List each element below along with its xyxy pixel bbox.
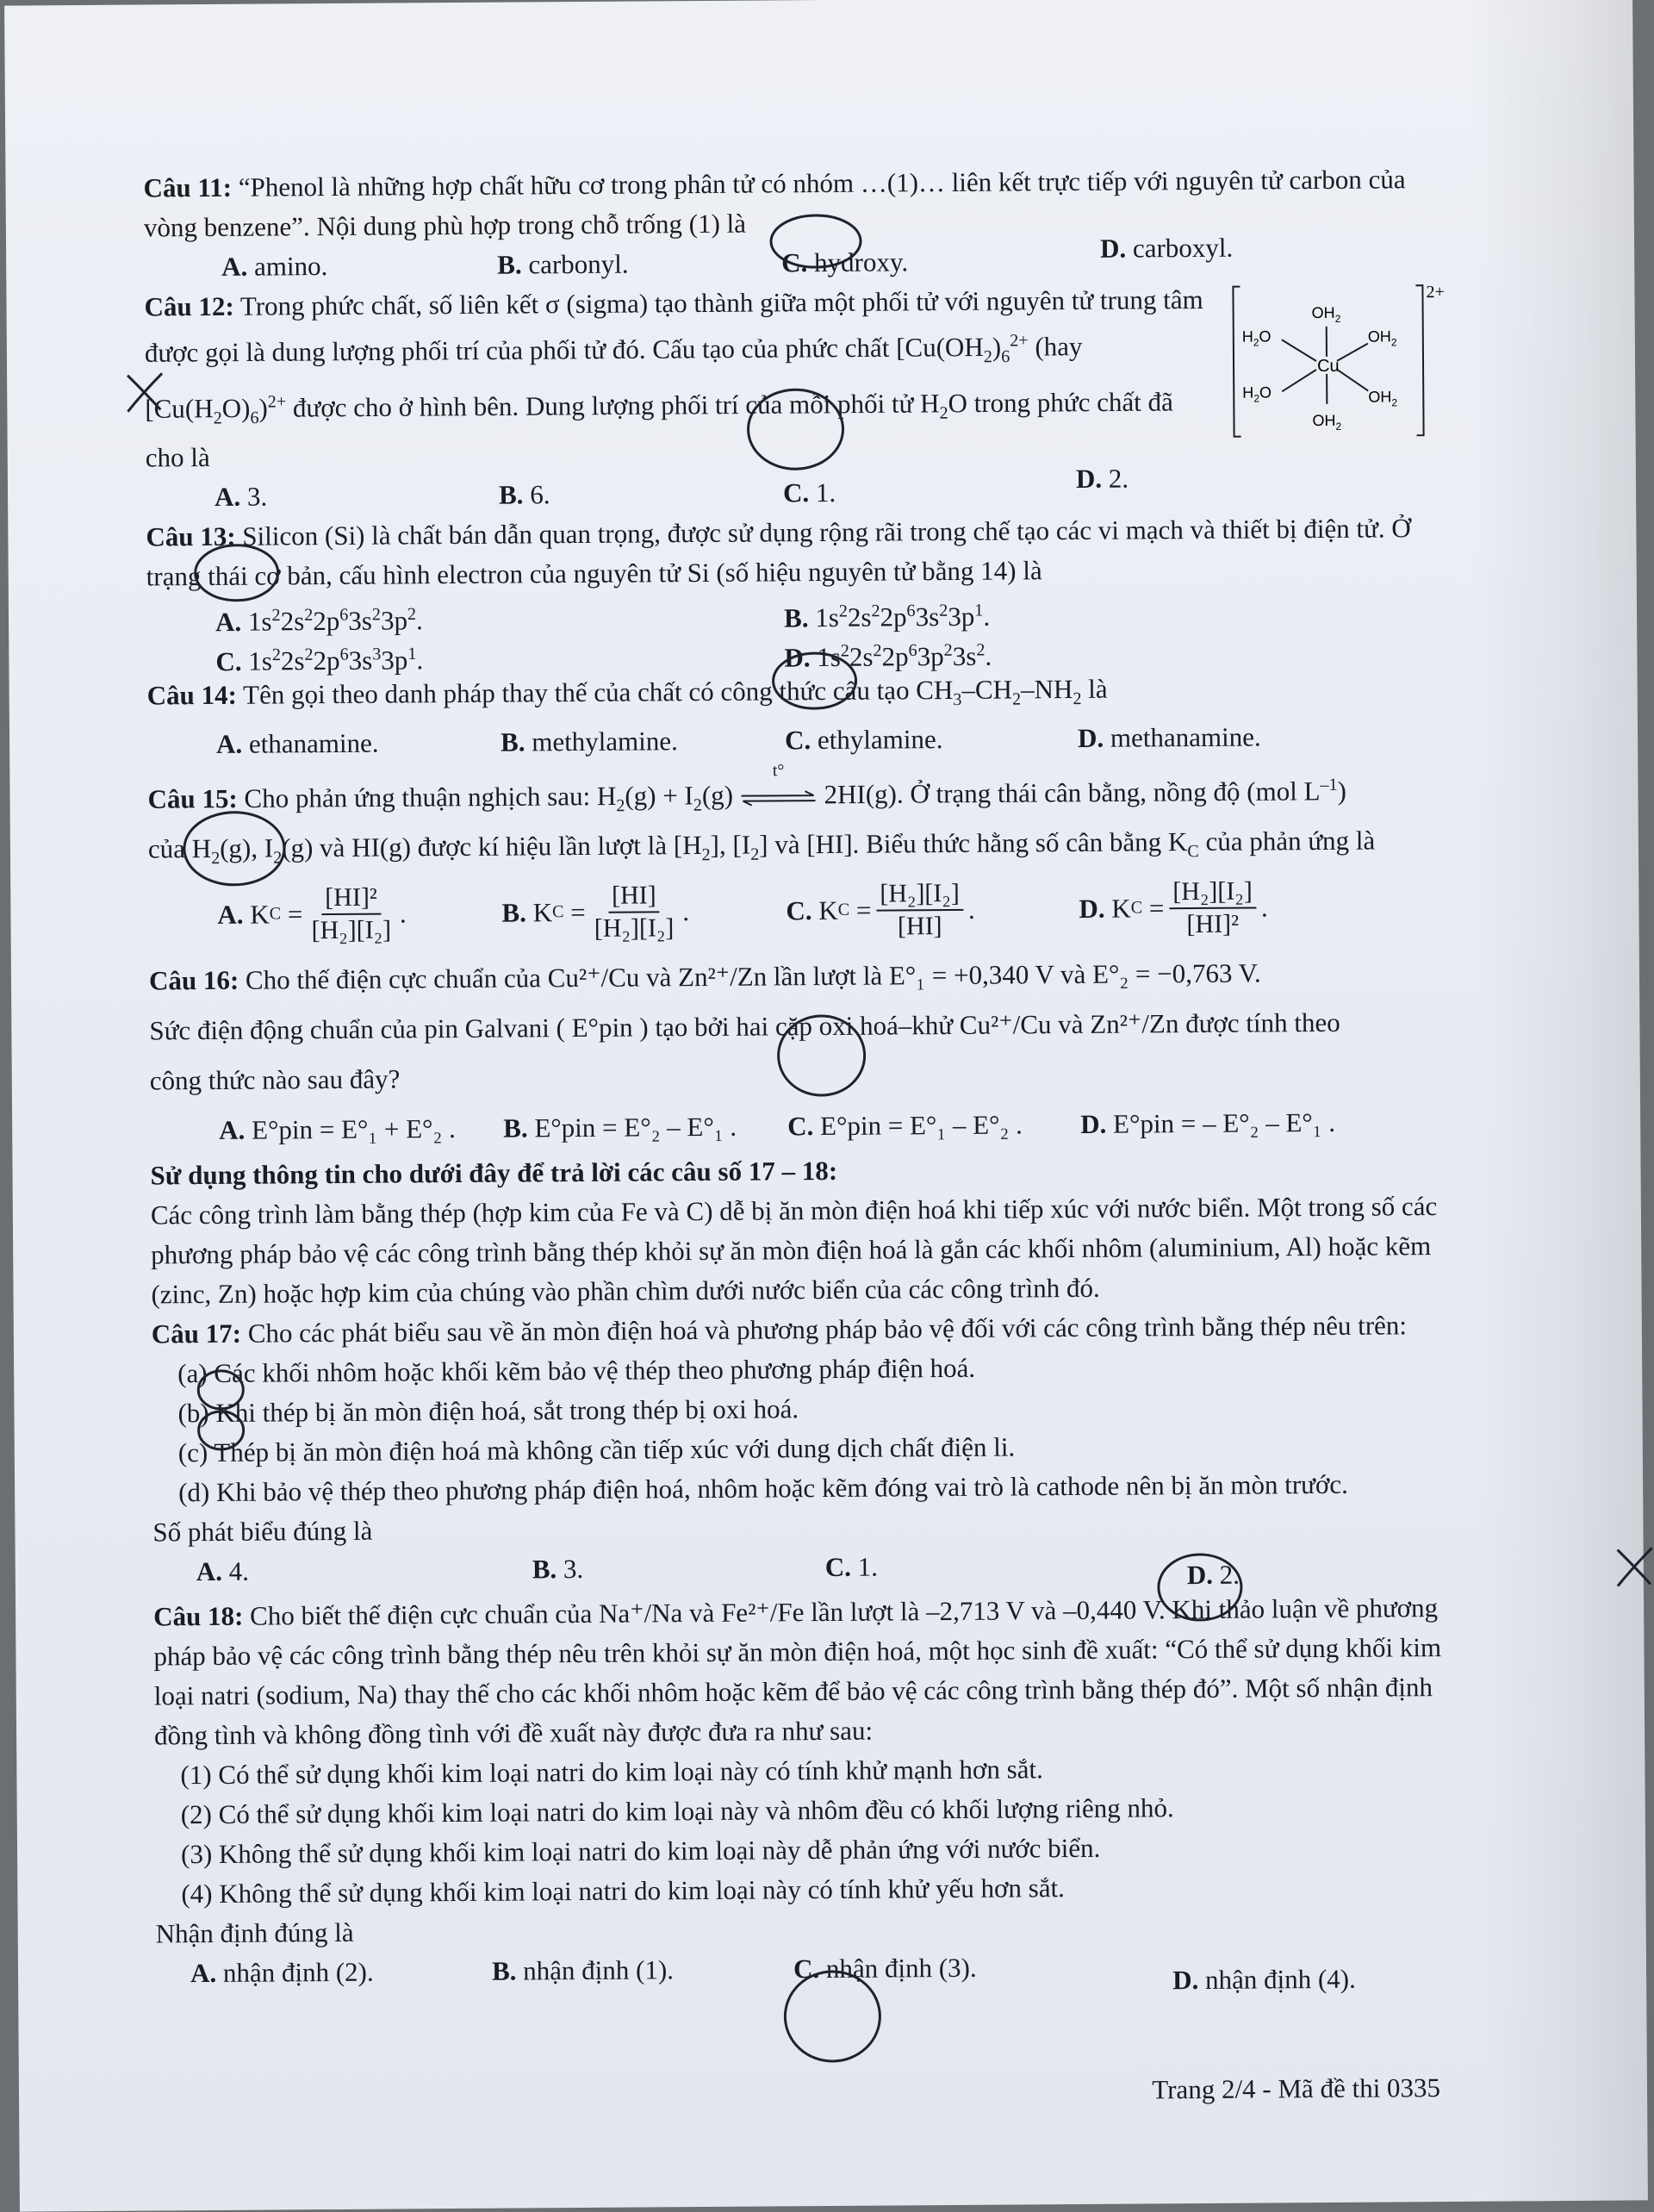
orbital-label: 2s bbox=[281, 646, 305, 676]
arrow-label: t° bbox=[740, 763, 818, 781]
q15-sub: 2 bbox=[211, 849, 220, 868]
option-c: C. 1. bbox=[783, 473, 836, 513]
statement-d: (d) Khi bảo vệ thép theo phương pháp điện hoá, nhôm hoặc kẽm đóng vai trò là cathode nên bị ăn mòn trước. bbox=[152, 1464, 1462, 1513]
q12-sup: 2+ bbox=[1010, 331, 1029, 350]
option-c: C. ethylamine. bbox=[785, 720, 943, 760]
fraction: $\frac{\text{[H₂][I₂]}}{[HI]}$ bbox=[876, 878, 963, 943]
equilibrium-arrow bbox=[740, 778, 818, 819]
ligand-bottom: $OH_2$ bbox=[1312, 412, 1341, 433]
q15-sub: 2 bbox=[693, 796, 702, 815]
orbital-label: 3s bbox=[349, 645, 373, 676]
q15-text: Cho phản ứng thuận nghịch sau: H bbox=[244, 781, 616, 813]
orbital-electron-count: 2 bbox=[873, 642, 881, 661]
option-d: D. methanamine. bbox=[1078, 718, 1261, 758]
option-c: C. K C = $\frac{\text{[H₂][I₂]}}{[HI]}$ . bbox=[786, 878, 975, 944]
question-18-label: Câu 18: bbox=[153, 1601, 243, 1632]
q12-formula-2-tail: ) bbox=[258, 392, 268, 422]
orbital-label: 3s bbox=[348, 606, 372, 636]
question-18-ask: Nhận định đúng là bbox=[156, 1905, 1465, 1954]
question-12-text bbox=[144, 280, 1205, 478]
shared-info bbox=[150, 1147, 1460, 1315]
question-17-ask: Số phát biểu đúng là bbox=[152, 1504, 1462, 1553]
right-bracket bbox=[1415, 285, 1423, 435]
q15-sub: C bbox=[1187, 842, 1199, 861]
page-fold-shadow bbox=[1469, 0, 1648, 2202]
orbital-label: 1s bbox=[248, 646, 272, 676]
orbital-label: . bbox=[985, 641, 992, 671]
q12-text-a: Trong phức chất, số liên kết σ (sigma) tạo thành giữa một phối tử với nguyên tử trung tâm được gọi là dung lượng phối trí của phối tử đó. Cấu tạo của phức chất bbox=[145, 284, 1203, 368]
option-c: C. hydroxy. bbox=[781, 242, 908, 283]
exam-page bbox=[4, 0, 1648, 2212]
orbital-electron-count: 6 bbox=[339, 645, 348, 664]
option-a: A. nhận định (2). bbox=[190, 1953, 374, 1993]
orbital-label: 2s bbox=[849, 642, 874, 672]
q14-f3: –NH bbox=[1021, 674, 1073, 704]
orbital-electron-count: 2 bbox=[871, 602, 880, 621]
question-11 bbox=[143, 159, 1453, 248]
option-d: D. K C = $\frac{\text{[H₂][I₂]}}{\text{[HI]²}}$ . bbox=[1079, 875, 1268, 941]
q15-text: ] và [HI]. Biểu thức hằng số cân bằng K bbox=[759, 826, 1187, 859]
orbital-label: 1s bbox=[815, 602, 839, 632]
question-17-label: Câu 17: bbox=[152, 1318, 241, 1349]
question-16-options bbox=[150, 1097, 1459, 1156]
ligand-right-bottom: $OH_2$ bbox=[1368, 388, 1397, 408]
question-13-text: Silicon (Si) là chất bán dẫn quan trọng, được sử dụng rộng rãi trong chế tạo các vi mạch và thiết bị điện tử. Ở trạng thái cơ bản, cấu hình electron của nguyên tử Si (số hiệu nguyên tử bằng 14) là bbox=[146, 513, 1411, 591]
q12-text-b: được cho ở hình bên. Dung lượng phối trí của mỗi phối tử H bbox=[286, 388, 939, 422]
q12-text-c: O trong phức chất đã cho là bbox=[146, 386, 1173, 473]
claim-3: (3) Không thể sử dụng khối kim loại natri do kim loại này dễ phản ứng với nước biển. bbox=[155, 1826, 1464, 1875]
q12-sub: 6 bbox=[250, 408, 258, 427]
option-d: D. $1s^22s^22p^63p^23s^2$. bbox=[784, 631, 992, 678]
q15-text: ) bbox=[1337, 776, 1346, 806]
orbital-label: 2s bbox=[848, 602, 872, 632]
left-bracket bbox=[1233, 287, 1240, 437]
fraction: $\frac{\text{[HI]²}}{\text{[H₂][I₂]}}$ bbox=[308, 882, 395, 946]
option-a: A. amino. bbox=[221, 246, 327, 287]
q12-sub: 2 bbox=[214, 408, 222, 427]
reversible-arrow-icon bbox=[740, 791, 818, 807]
question-18-text: Cho biết thế điện cực chuẩn của Na⁺/Na và Fe²⁺/Fe lần lượt là –2,713 V và –0,440 V. Khi thảo luận về phương pháp bảo vệ các công trình bằng thép nêu trên khỏi sự ăn mòn điện hoá, một học sinh đề xuất: “Có thể sử dụng khối kim loại natri (sodium, Na) thay thế cho các khối nhôm hoặc kẽm để bảo vệ các công trình bằng thép đó”. Một số nhận định đồng tình và không đồng tình với đề xuất này được đưa ra như sau: bbox=[153, 1592, 1441, 1750]
q14-text: Tên gọi theo danh pháp thay thế của chất có công thức cấu tạo CH bbox=[243, 675, 953, 710]
claim-1: (1) Có thể sử dụng khối kim loại natri do kim loại này có tính khử mạnh hơn sắt. bbox=[154, 1747, 1464, 1796]
q15-text: của phản ứng là bbox=[1199, 825, 1376, 856]
question-15-options bbox=[148, 869, 1458, 956]
orbital-electron-count: 2 bbox=[944, 641, 953, 660]
orbital-electron-count: 2 bbox=[407, 605, 416, 624]
orbital-label: 2p bbox=[313, 645, 339, 676]
page-footer: Trang 2/4 - Mã đề thi 0335 bbox=[1152, 2072, 1440, 2105]
orbital-label: 1s bbox=[248, 607, 272, 637]
question-14-label: Câu 14: bbox=[147, 680, 237, 711]
orbital-label: 3s bbox=[953, 641, 977, 671]
q15-sub: 2 bbox=[702, 845, 711, 864]
page-content bbox=[143, 159, 1465, 1993]
q14-f2: –CH bbox=[961, 675, 1012, 705]
option-b: B. E°pin = E°₂ – E°₁ . bbox=[503, 1102, 737, 1154]
question-13-label: Câu 13: bbox=[146, 521, 235, 552]
option-a: A. $1s^22s^22p^63s^23p^2$. bbox=[215, 595, 423, 642]
claim-2: (2) Có thể sử dụng khối kim loại natri do kim loại này và nhôm đều có khối lượng riêng nhỏ. bbox=[155, 1786, 1464, 1835]
orbital-electron-count: 2 bbox=[841, 642, 849, 661]
q12-sub: 2 bbox=[984, 347, 992, 366]
q12-formula-2: (hay [Cu(H bbox=[145, 331, 1082, 423]
orbital-label: 3s bbox=[916, 601, 940, 632]
orbital-label: 2p bbox=[313, 606, 339, 636]
statement-a: (a) Các khối nhôm hoặc khối kẽm bảo vệ thép theo phương pháp điện hoá. bbox=[152, 1345, 1461, 1394]
question-11-label: Câu 11: bbox=[143, 172, 232, 203]
q12-sub: 6 bbox=[1001, 347, 1010, 366]
q15-sub: 2 bbox=[616, 796, 625, 815]
q12-sup: 2+ bbox=[268, 392, 287, 411]
orbital-electron-count: 3 bbox=[372, 645, 381, 664]
orbital-electron-count: 2 bbox=[272, 645, 281, 664]
orbital-label: 3p bbox=[381, 606, 407, 636]
question-16 bbox=[149, 947, 1459, 1106]
q12-formula-1-tail: ) bbox=[992, 332, 1002, 362]
claim-4: (4) Không thể sử dụng khối kim loại natri do kim loại này có tính khử yếu hơn sắt. bbox=[155, 1866, 1464, 1915]
question-15-label: Câu 15: bbox=[147, 783, 237, 814]
option-b: B. K C = $\frac{[HI]}{\text{[H₂][I₂]}}$ . bbox=[501, 880, 689, 945]
orbital-electron-count: 2 bbox=[976, 641, 985, 660]
orbital-label: 2s bbox=[281, 607, 305, 637]
fraction: $\frac{\text{[H₂][I₂]}}{\text{[HI]²}}$ bbox=[1169, 875, 1256, 940]
question-16-label: Câu 16: bbox=[149, 965, 239, 996]
bond bbox=[1337, 344, 1368, 361]
question-14-options bbox=[147, 716, 1457, 765]
q15-text: (g) bbox=[702, 780, 733, 810]
option-a: A. ethanamine. bbox=[216, 724, 379, 764]
q12-formula-1: [Cu(OH bbox=[896, 332, 984, 363]
option-a: A. K C = $\frac{\text{[HI]²}}{\text{[H₂][I₂]}}$ . bbox=[217, 882, 407, 947]
q15-text: 2HI(g). Ở trạng thái cân bằng, nồng độ (mol L bbox=[824, 776, 1320, 810]
orbital-electron-count: 2 bbox=[372, 606, 381, 625]
question-12 bbox=[144, 278, 1455, 518]
orbital-label: 3p bbox=[381, 645, 407, 676]
option-c: C. E°pin = E°₁ – E°₂ . bbox=[787, 1100, 1023, 1151]
question-11-text: “Phenol là những hợp chất hữu cơ trong phân tử có nhóm …(1)… liên kết trực tiếp với nguyên tử carbon của vòng benzene”. Nội dung phù hợp trong chỗ trống (1) là bbox=[144, 164, 1406, 242]
option-c: C. $1s^22s^22p^63s^33p^1$. bbox=[215, 634, 423, 682]
ligand-top: $OH_2$ bbox=[1312, 304, 1341, 325]
bond bbox=[1282, 340, 1316, 361]
question-17-options bbox=[153, 1543, 1463, 1592]
option-c: C. nhận định (3). bbox=[793, 1948, 977, 1989]
orbital-electron-count: 1 bbox=[407, 645, 416, 664]
question-12-label: Câu 12: bbox=[144, 291, 233, 322]
orbital-label: 2p bbox=[880, 602, 906, 632]
orbital-electron-count: 6 bbox=[908, 641, 917, 660]
q15-text: (g), I bbox=[220, 832, 273, 863]
question-16-line3: công thức nào sau đây? bbox=[150, 1063, 401, 1095]
q14-sub: 3 bbox=[953, 690, 961, 709]
option-b: B. 3. bbox=[532, 1549, 584, 1589]
shared-info-heading: Sử dụng thông tin cho dưới đây để trả lời các câu số 17 – 18: bbox=[150, 1156, 837, 1191]
q14-sub: 2 bbox=[1073, 689, 1081, 708]
option-c: C. 1. bbox=[825, 1548, 878, 1587]
question-18 bbox=[153, 1588, 1464, 1756]
orbital-label: 2p bbox=[881, 642, 908, 672]
statement-b: (b) Khi thép bị ăn mòn điện hoá, sắt trong thép bị oxi hoá. bbox=[152, 1385, 1461, 1434]
orbital-electron-count: 6 bbox=[339, 606, 348, 625]
q15-sup: –1 bbox=[1320, 776, 1337, 794]
q14-f4: là bbox=[1081, 674, 1107, 704]
question-13 bbox=[146, 508, 1456, 597]
orbital-electron-count: 2 bbox=[304, 606, 313, 625]
shared-info-text: Các công trình làm bằng thép (hợp kim của Fe và C) dễ bị ăn mòn điện hoá khi tiếp xúc với nước biển. Một trong số các phương pháp bảo vệ các công trình bằng thép khỏi sự ăn mòn điện hoá là gắn các khối nhôm (aluminium, Al) hoặc kẽm (zinc, Zn) hoặc hợp kim của chúng vào phần chìm dưới nước biển của các công trình đó. bbox=[151, 1191, 1438, 1309]
q14-sub: 2 bbox=[1012, 690, 1021, 709]
orbital-label: 3p bbox=[948, 601, 974, 632]
bond bbox=[1282, 370, 1316, 391]
orbital-label: 3p bbox=[917, 641, 944, 671]
question-17-text: Cho các phát biểu sau về ăn mòn điện hoá và phương pháp bảo vệ đối với các công trình bằng thép nêu trên: bbox=[248, 1310, 1407, 1348]
orbital-label: . bbox=[416, 645, 423, 676]
option-d: D. E°pin = – E°₂ – E°₁ . bbox=[1080, 1098, 1335, 1150]
orbital-label: 1s bbox=[817, 642, 841, 672]
q15-text: (g) + I bbox=[625, 781, 693, 812]
option-a: A. 4. bbox=[196, 1552, 249, 1592]
center-atom: Cu bbox=[1317, 357, 1340, 376]
ligand-right-top: $OH_2$ bbox=[1368, 327, 1397, 348]
fraction: $\frac{[HI]}{\text{[H₂][I₂]}}$ bbox=[590, 880, 677, 944]
ligand-left-bottom: $H_2O$ bbox=[1242, 383, 1272, 404]
question-16-line2: Sức điện động chuẩn của pin Galvani ( E°pin ) tạo bởi hai cặp oxi hoá–khử Cu²⁺/Cu và Zn²⁺/Zn được tính theo bbox=[149, 1007, 1340, 1046]
ligand-left-top: $H_2O$ bbox=[1242, 327, 1272, 348]
option-d: D. 2. bbox=[1076, 459, 1129, 499]
orbital-electron-count: 2 bbox=[939, 601, 948, 620]
q15-sub: 2 bbox=[750, 844, 759, 863]
option-d: D. nhận định (4). bbox=[1172, 1960, 1356, 2000]
orbital-electron-count: 1 bbox=[974, 601, 983, 620]
option-a: A. E°pin = E°₁ + E°₂ . bbox=[219, 1104, 456, 1156]
orbital-electron-count: 2 bbox=[839, 602, 848, 621]
statement-c: (c) Thép bị ăn mòn điện hoá mà không cần tiếp xúc với dung dịch chất điện li. bbox=[152, 1424, 1462, 1474]
option-b: B. carbonyl. bbox=[497, 245, 629, 285]
q12-sub: 2 bbox=[939, 403, 948, 422]
orbital-label: . bbox=[983, 601, 990, 632]
option-b: B. nhận định (1). bbox=[492, 1950, 674, 1991]
copper-complex-diagram bbox=[1229, 278, 1446, 444]
complex-charge: 2+ bbox=[1426, 283, 1444, 302]
orbital-electron-count: 2 bbox=[304, 645, 313, 664]
option-d: D. 2. bbox=[1187, 1555, 1240, 1595]
bond bbox=[1337, 370, 1368, 391]
option-b: B. 6. bbox=[499, 475, 550, 514]
question-16-line1: Cho thế điện cực chuẩn của Cu²⁺/Cu và Zn²⁺/Zn lần lượt là E°₁ = +0,340 V và E°₂ = −0,763 V. bbox=[246, 957, 1261, 994]
option-a: A. 3. bbox=[215, 477, 267, 517]
q15-sub: 2 bbox=[273, 848, 282, 867]
orbital-label: . bbox=[416, 606, 423, 636]
option-b: B. $1s^22s^22p^63s^23p^1$. bbox=[784, 591, 990, 639]
question-15 bbox=[147, 764, 1458, 878]
orbital-electron-count: 2 bbox=[271, 606, 280, 625]
q15-text: (g) và HI(g) được kí hiệu lần lượt là [H bbox=[282, 830, 702, 863]
option-d: D. carboxyl. bbox=[1100, 228, 1233, 269]
orbital-electron-count: 6 bbox=[906, 601, 915, 620]
q12-formula-2-mid: O) bbox=[222, 392, 251, 422]
q15-text: của H bbox=[148, 833, 211, 864]
question-18-options bbox=[156, 1945, 1465, 1994]
option-b: B. methylamine. bbox=[501, 721, 678, 762]
q15-text: ], [I bbox=[710, 829, 750, 859]
